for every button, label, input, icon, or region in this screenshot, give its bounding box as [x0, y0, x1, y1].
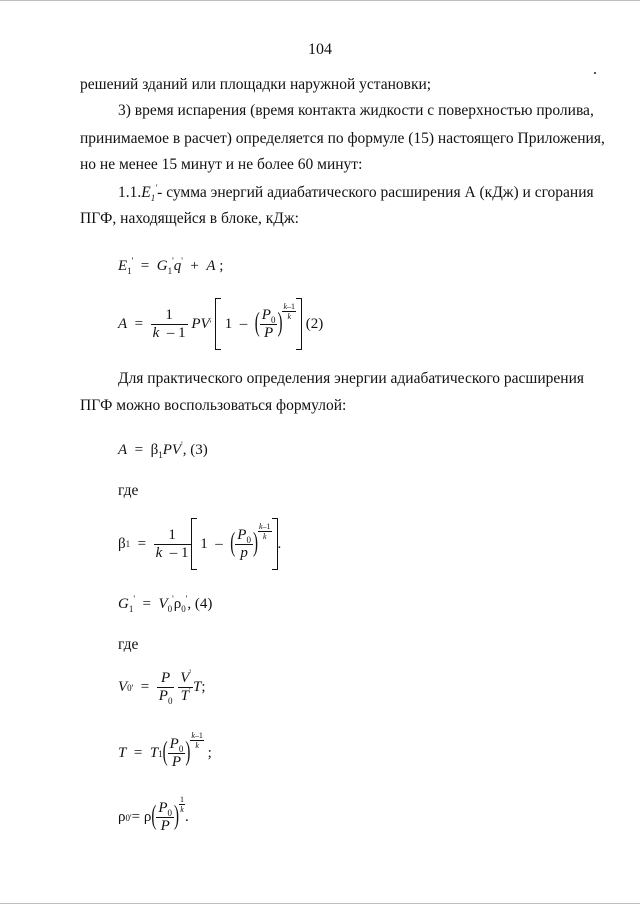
formula-e1: $E_1' = G_1'q' + A$ ; — [118, 256, 224, 276]
eq2-number: (2) — [305, 315, 324, 332]
text-line-8: ПГФ можно воспользоваться формулой: — [80, 397, 347, 414]
text-line-1: решений зданий или площадки наружной установки; — [80, 76, 432, 93]
stray-dot-mark — [594, 72, 596, 74]
where-label-2: где — [118, 636, 139, 653]
item-number: 1.1. — [118, 184, 142, 201]
formula-g1: $G_1' = V_0'\rho_0'$, (4) — [118, 594, 213, 614]
where-label-1: где — [118, 482, 139, 499]
text-line-4: но не менее 15 минут и не более 60 минут: — [80, 156, 363, 173]
formula-a: A = $\frac{1}{k - 1}$ PV ' 1 – ( $\frac{P_0}{P}$ ) $\frac{k-1}{k}$ (2) — [118, 298, 323, 350]
item-description: - сумма энергий адиабатического расширения А (кДж) и сгорания — [157, 184, 594, 201]
bottom-border-line — [0, 903, 640, 904]
text-line-7: Для практического определения энергии адиабатического расширения — [118, 370, 584, 387]
formula-v0: V 0 ' = $\frac{P}{P_0}$ $\frac{V'}{T'}$ T ; — [118, 668, 206, 706]
text-line-6: ПГФ, находящейся в блоке, кДж: — [80, 210, 299, 227]
text-line-3: принимаемое в расчет) определяется по формуле (15) настоящего Приложения, — [80, 130, 605, 147]
formula-beta: β 1 = $\frac{1}{k - 1}$ 1 – ( $\frac{P_0}{p}$ ) $\frac{k-1}{k}$ . — [118, 518, 281, 570]
page-number: 104 — [308, 41, 332, 58]
text-line-5 — [118, 182, 594, 204]
eq4-number: , (4) — [187, 596, 213, 612]
symbol-e1: $E_1'$ — [141, 182, 158, 204]
text-line-2: 3) время испарения (время контакта жидкости с поверхностью пролива, — [118, 102, 594, 119]
eq3-number: , (3) — [182, 442, 208, 458]
formula-t: T = T 1 ( $\frac{P_0}{P}$ ) $\frac{k-1}{k}$ ; — [118, 731, 212, 770]
formula-a-beta: $A = \beta_1PV'$, (3) — [118, 440, 208, 460]
formula-rho0: ρ 0 ' = ρ ( $\frac{P_0}{P}$ ) $\frac{1}{k}$ . — [118, 795, 189, 834]
top-border-line — [0, 0, 640, 1]
